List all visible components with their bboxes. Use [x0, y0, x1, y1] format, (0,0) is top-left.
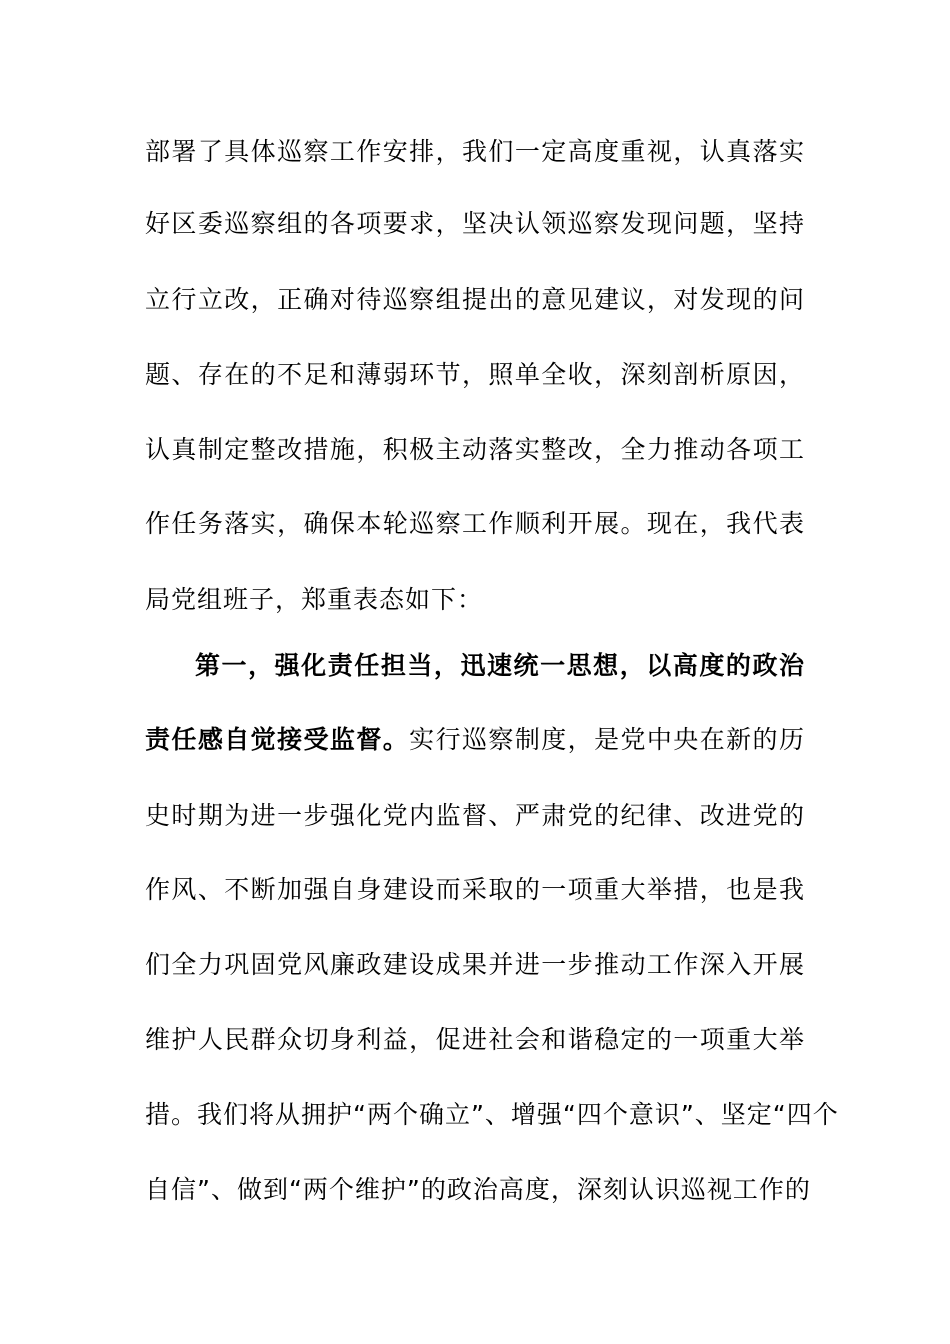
paragraph-1-last-line: 局党组班子，郑重表态如下：	[145, 585, 484, 614]
paragraph-2-line: 措。我们将从拥护“两个确立”、增强“四个意识”、坚定“四个	[145, 1100, 839, 1129]
paragraph-1-line: 好区委巡察组的各项要求，坚决认领巡察发现问题，坚持	[145, 209, 805, 238]
section-heading-end: 责任感自觉接受监督。	[145, 725, 410, 754]
section-heading-line: 第一，强化责任担当，迅速统一思想，以高度的政治	[195, 651, 805, 680]
paragraph-2-line: 自信”、做到“两个维护”的政治高度，深刻认识巡视工作的	[145, 1175, 811, 1204]
paragraph-2-text: 实行巡察制度，是党中央在新的历	[409, 725, 805, 754]
paragraph-1-line: 部署了具体巡察工作安排，我们一定高度重视，认真落实	[145, 137, 805, 166]
paragraph-1-line: 作任务落实，确保本轮巡察工作顺利开展。现在，我代表	[145, 509, 805, 538]
paragraph-1-line: 立行立改，正确对待巡察组提出的意见建议，对发现的问	[145, 285, 805, 314]
paragraph-2-line: 史时期为进一步强化党内监督、严肃党的纪律、改进党的	[145, 801, 805, 830]
paragraph-2-line: 作风、不断加强自身建设而采取的一项重大举措，也是我	[145, 875, 805, 904]
paragraph-2-line	[145, 724, 805, 756]
paragraph-1-line: 题、存在的不足和薄弱环节，照单全收，深刻剖析原因，	[145, 360, 805, 389]
paragraph-2-line: 们全力巩固党风廉政建设成果并进一步推动工作深入开展	[145, 950, 805, 979]
paragraph-2-line: 维护人民群众切身利益，促进社会和谐稳定的一项重大举	[145, 1025, 805, 1054]
paragraph-1-line: 认真制定整改措施，积极主动落实整改，全力推动各项工	[145, 435, 805, 464]
